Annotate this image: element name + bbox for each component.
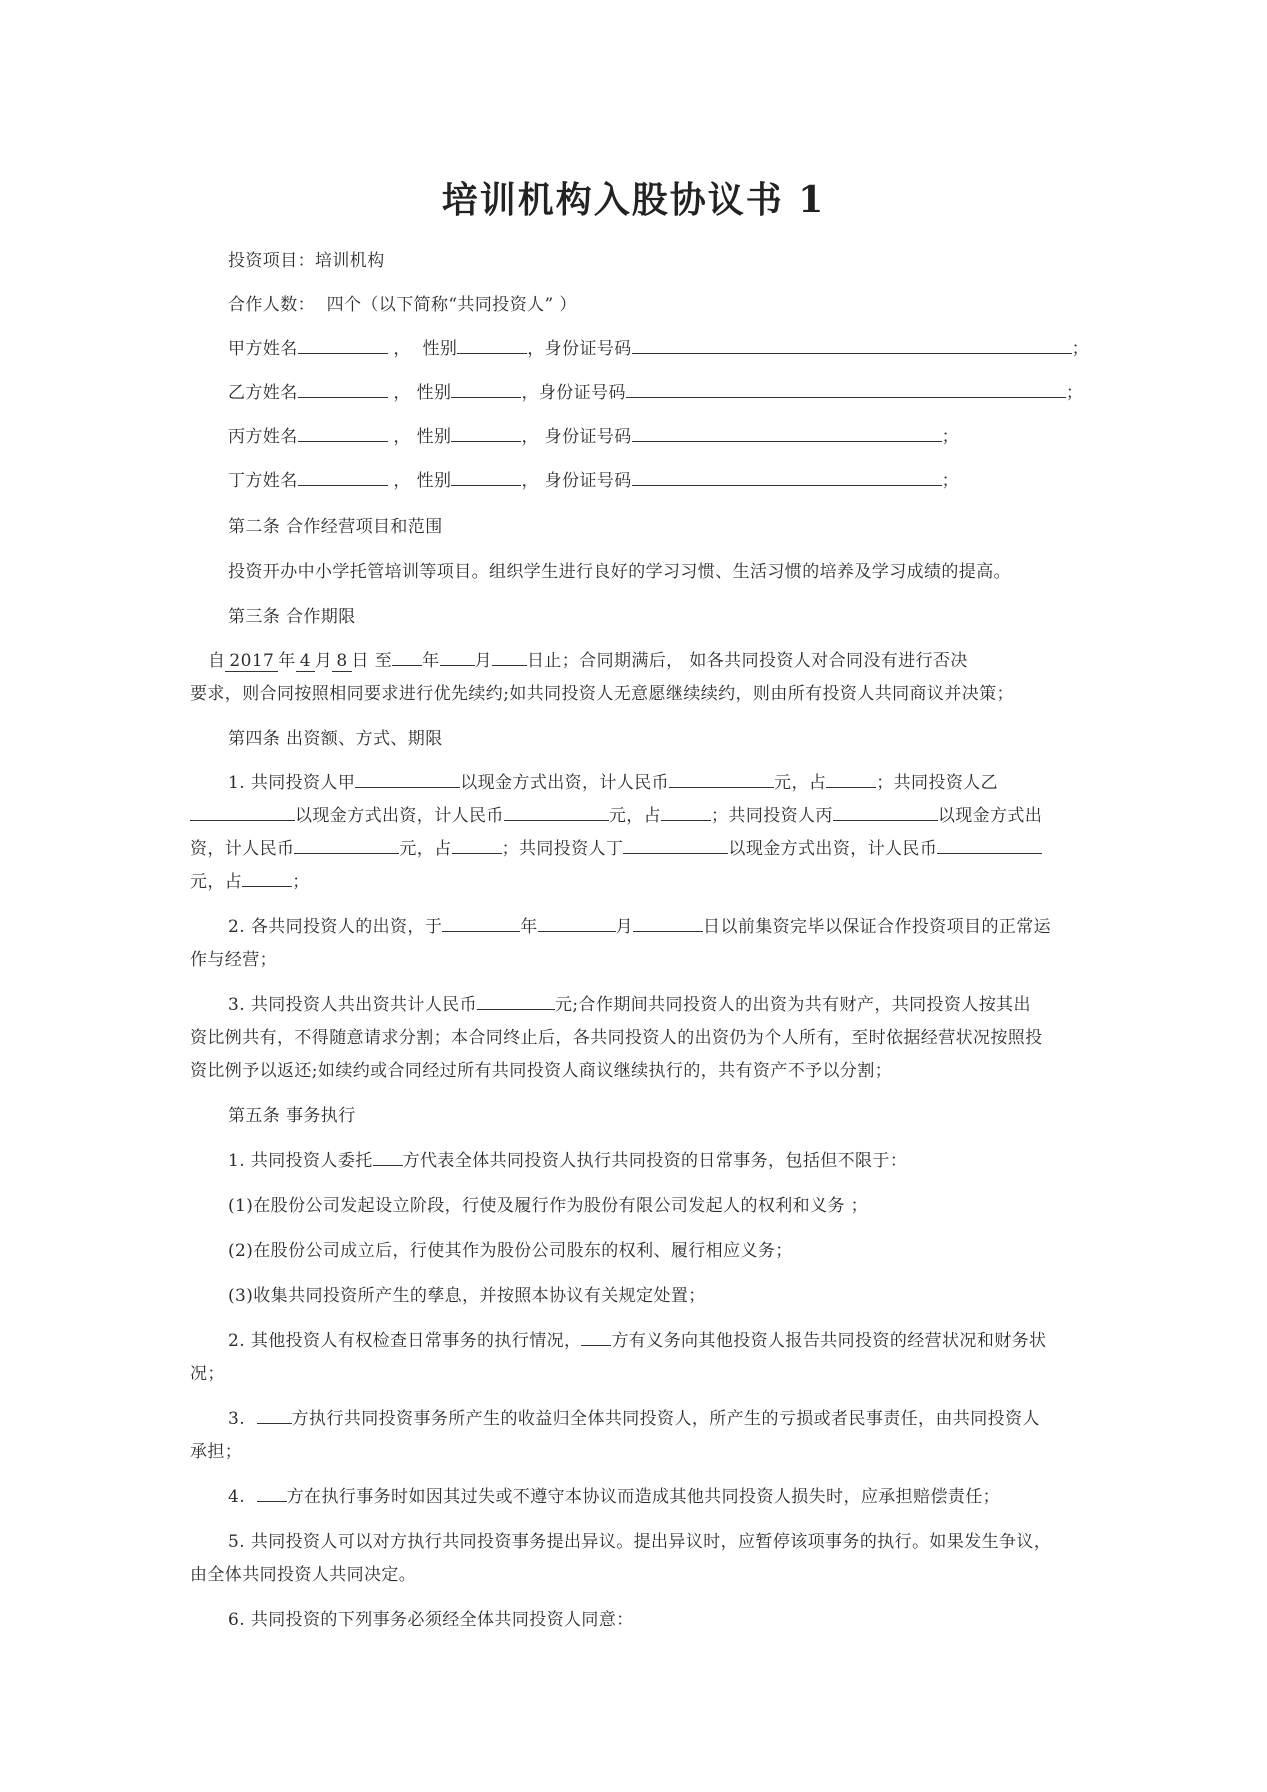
article-5-3-line-2: 承担； [190, 1442, 243, 1462]
blank-field [633, 930, 703, 932]
article-4-2-line-1: 2. 各共同投资人的出资，于 年 月 日以前集资完毕以保证合作投资项目的正常运 [228, 917, 1052, 937]
blank-field [257, 1500, 287, 1502]
partners-line: 合作人数： 四个（以下简称“共同投资人” ） [228, 295, 577, 315]
article-2-heading: 第二条 合作经营项目和范围 [228, 517, 443, 537]
article-4-3-line-1: 3. 共同投资人共出资共计人民币 元;合作期间共同投资人的出资为共有财产，共同投资人按其出 [228, 995, 1031, 1015]
blank-field [298, 396, 388, 398]
article-5-heading: 第五条 事务执行 [228, 1106, 356, 1126]
article-5-5-line-2: 由全体共同投资人共同决定。 [190, 1565, 417, 1585]
blank-field [298, 352, 388, 354]
article-5-item-3: (3)收集共同投资所产生的孳息，并按照本协议有关规定处置； [228, 1286, 706, 1306]
blank-field [504, 819, 609, 821]
blank-field [833, 819, 938, 821]
article-5-1: 1. 共同投资人委托 方代表全体共同投资人执行共同投资的日常事务，包括但不限于： [228, 1151, 908, 1171]
article-3-heading: 第三条 合作期限 [228, 607, 356, 627]
article-4-3-line-3: 资比例予以返还;如续约或合同经过所有共同投资人商议继续执行的，共有资产不予以分割； [190, 1061, 893, 1081]
article-4-3-line-2: 资比例共有，不得随意请求分割；本合同终止后，各共同投资人的出资仍为个人所有，至时依据经营状况按照投 [190, 1028, 1043, 1048]
article-4-1-line-2: 以现金方式出资，计人民币 元，占 ；共同投资人丙 以现金方式出 [190, 801, 1042, 826]
blank-field [492, 664, 527, 666]
article-4-1-line-3: 资，计人民币 元，占 ；共同投资人丁 以现金方式出资，计人民币 [190, 834, 1042, 859]
article-3-line-1: 自 2017 年 4 月 8 日 至 年 月 日止；合同期满后， 如各共同投资人对合同没有进行否决 [208, 651, 968, 671]
blank-field [632, 440, 942, 442]
blank-field [626, 396, 1066, 398]
document-title: 培训机构入股协议书 1 [441, 179, 826, 221]
start-year: 2017 [225, 652, 278, 672]
article-4-2-line-2: 作与经营； [190, 950, 277, 970]
blank-field [257, 1422, 292, 1424]
blank-field [477, 1008, 555, 1010]
article-5-2-line-2: 况； [190, 1364, 225, 1384]
blank-field [298, 440, 388, 442]
blank-field [190, 819, 295, 821]
article-5-item-1: (1)在股份公司发起设立阶段，行使及履行作为股份有限公司发起人的权利和义务 ； [228, 1196, 869, 1216]
party-b-line: 乙方姓名 ， 性别 ，身份证号码 ； [228, 383, 1084, 403]
blank-field [373, 1164, 403, 1166]
party-a-line: 甲方姓名 ， 性别 ，身份证号码 ； [228, 339, 1090, 359]
article-3-line-2: 要求，则合同按照相同要求进行优先续约;如共同投资人无意愿继续续约，则由所有投资人共同商议并决策； [190, 684, 1014, 704]
blank-field [451, 484, 521, 486]
article-5-3-line-1: 3. 方执行共同投资事务所产生的收益归全体共同投资人，所产生的亏损或者民事责任，由共同投资人 [228, 1409, 1040, 1429]
article-4-1-line-1: 1. 共同投资人甲 以现金方式出资，计人民币 元，占 ；共同投资人乙 [228, 773, 999, 793]
article-2-text: 投资开办中小学托管培训等项目。组织学生进行良好的学习习惯、生活习惯的培养及学习成绩的提高。 [228, 562, 1011, 582]
blank-field [452, 852, 502, 854]
article-5-6: 6. 共同投资的下列事务必须经全体共同投资人同意： [228, 1610, 634, 1630]
party-c-line: 丙方姓名 ， 性别 ， 身份证号码 ； [228, 427, 960, 447]
blank-field [298, 484, 388, 486]
blank-field [623, 852, 728, 854]
article-5-2-line-1: 2. 其他投资人有权检查日常事务的执行情况， 方有义务向其他投资人报告共同投资的经营状况和财务状 [228, 1331, 1047, 1351]
article-5-4: 4. 方在执行事务时如因其过失或不遵守本协议而造成其他共同投资人损失时，应承担赔偿责任； [228, 1487, 1001, 1507]
party-d-line: 丁方姓名 ， 性别 ， 身份证号码 ； [228, 471, 960, 491]
blank-field [451, 440, 521, 442]
article-5-5-line-1: 5. 共同投资人可以对方执行共同投资事务提出异议。提出异议时，应暂停该项事务的执行。如果发生争议， [228, 1532, 1052, 1552]
project-line: 投资项目：培训机构 [228, 251, 385, 271]
blank-field [538, 930, 616, 932]
article-5-item-2: (2)在股份公司成立后，行使其作为股份公司股东的权利、履行相应义务； [228, 1241, 793, 1261]
blank-field [632, 352, 1072, 354]
blank-field [294, 852, 399, 854]
blank-field [392, 664, 422, 666]
blank-field [442, 930, 520, 932]
blank-field [242, 885, 292, 887]
blank-field [632, 484, 942, 486]
blank-field [451, 396, 521, 398]
article-4-1-line-4: 元，占 ； [190, 872, 310, 892]
blank-field [581, 1344, 611, 1346]
blank-field [826, 786, 876, 788]
blank-field [669, 786, 774, 788]
start-month: 4 [296, 652, 315, 672]
blank-field [440, 664, 475, 666]
blank-field [937, 852, 1042, 854]
blank-field [355, 786, 460, 788]
article-4-heading: 第四条 出资额、方式、期限 [228, 729, 443, 749]
blank-field [661, 819, 711, 821]
start-day: 8 [332, 652, 351, 672]
blank-field [457, 352, 527, 354]
